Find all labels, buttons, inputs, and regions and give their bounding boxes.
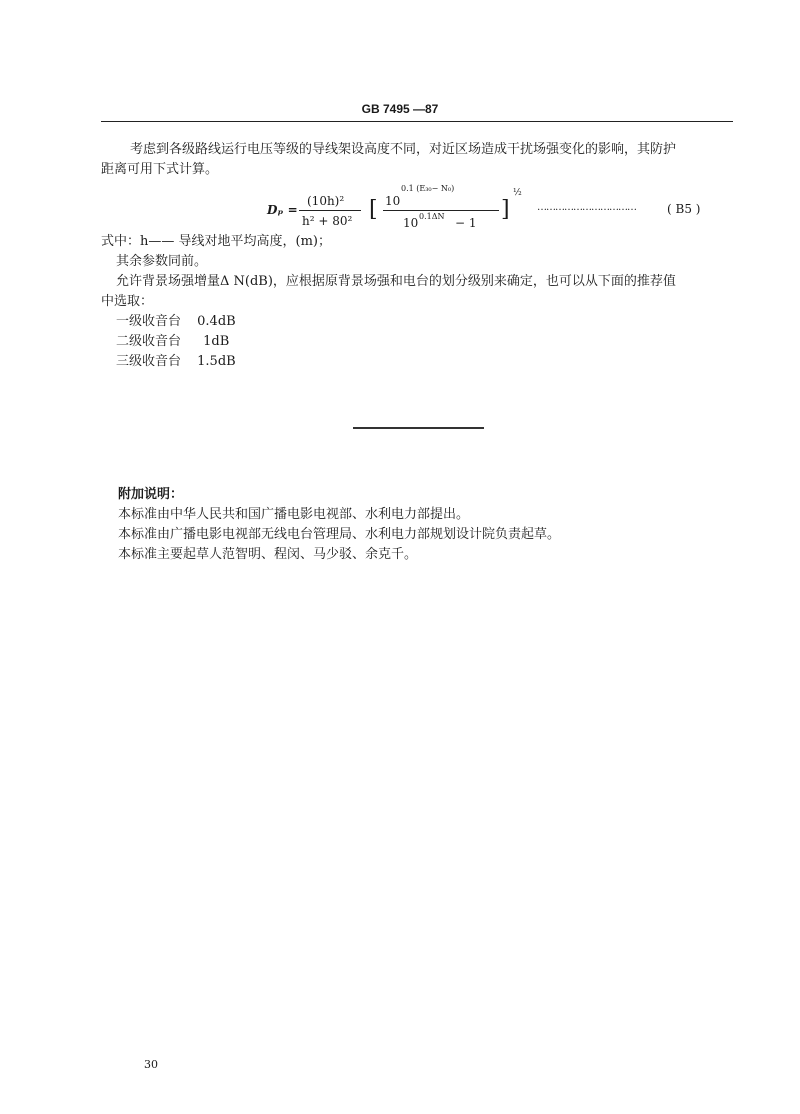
level-value: 0.4dB bbox=[197, 314, 236, 329]
denominator-2-exponent: 0.1ΔN bbox=[419, 212, 445, 221]
level-value: 1.5dB bbox=[197, 354, 236, 369]
formula-denominator-1: h² + 80² bbox=[302, 214, 353, 228]
level-name: 一级收音台 bbox=[116, 314, 182, 329]
appendix-line: 本标准主要起草人范智明、程闵、马少驳、余克千。 bbox=[118, 547, 418, 562]
right-bracket: ] bbox=[501, 197, 510, 222]
formula-leader-dots: …………………………… bbox=[537, 202, 636, 213]
allow-line-2: 中选取： bbox=[101, 294, 154, 309]
formula-power: ½ bbox=[513, 188, 522, 198]
level-name: 二级收音台 bbox=[116, 334, 182, 349]
appendix-line: 本标准由广播电影电视部无线电台管理局、水利电力部规划设计院负责起草。 bbox=[118, 527, 561, 542]
intro-line-2: 距离可用下式计算。 bbox=[101, 162, 219, 177]
formula-b5 bbox=[255, 184, 725, 234]
appendix-title: 附加说明： bbox=[118, 487, 184, 502]
page-number: 30 bbox=[144, 1058, 158, 1071]
appendix-line: 本标准由中华人民共和国广播电影电视部、水利电力部提出。 bbox=[118, 507, 470, 522]
section-separator bbox=[353, 427, 484, 429]
header-rule bbox=[101, 121, 733, 122]
other-params-note: 其余参数同前。 bbox=[116, 254, 208, 269]
denominator-2-tail: − 1 bbox=[455, 216, 477, 230]
numerator-2-exponent: 0.1 (E₃₀− N₀) bbox=[401, 184, 455, 193]
standard-code-header: GB 7495 —87 bbox=[361, 102, 439, 116]
denominator-2-base: 10 bbox=[403, 216, 419, 230]
level-row bbox=[116, 352, 236, 372]
level-row bbox=[116, 312, 236, 332]
numerator-2-base: 10 bbox=[385, 194, 401, 208]
level-value: 1dB bbox=[203, 334, 230, 349]
intro-line-1: 考虑到各级路线运行电压等级的导线架设高度不同，对近区场造成干扰场强变化的影响，其防护 bbox=[130, 142, 677, 157]
level-row bbox=[116, 332, 229, 352]
allow-line-1: 允许背景场强增量Δ N(dB)，应根据原背景场强和电台的划分级别来确定，也可以从下面的推荐值 bbox=[116, 274, 676, 289]
formula-numerator-1: (10h)² bbox=[307, 194, 345, 208]
formula-lhs: Dₚ = bbox=[267, 203, 298, 217]
fraction-line-2 bbox=[383, 210, 499, 211]
fraction-line-1 bbox=[299, 210, 361, 211]
where-definition: 式中：h—— 导线对地平均高度，(m)； bbox=[101, 234, 331, 249]
level-name: 三级收音台 bbox=[116, 354, 182, 369]
left-bracket: [ bbox=[369, 197, 378, 222]
formula-label: ( B5 ) bbox=[667, 202, 701, 216]
